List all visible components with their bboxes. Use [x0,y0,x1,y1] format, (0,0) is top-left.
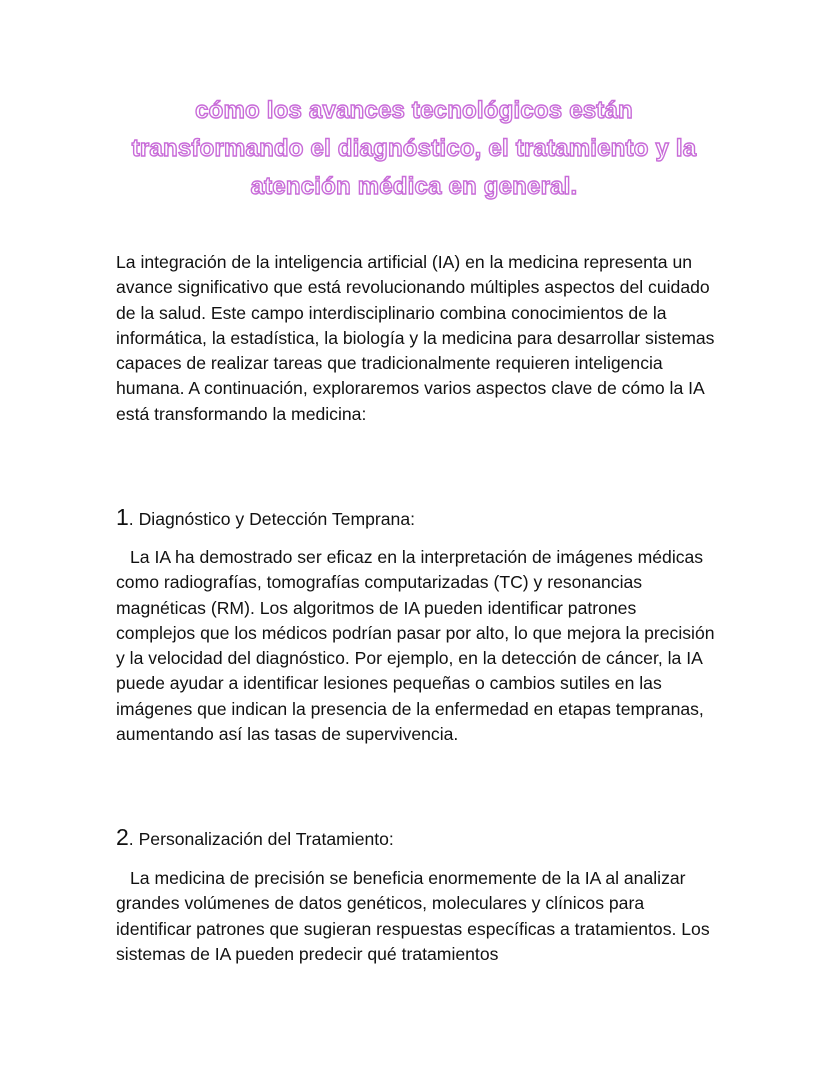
section-body-1: La IA ha demostrado ser eficaz en la interpretación de imágenes médicas como radiografías, tomografías computarizadas (TC) y resonancias magnéticas (RM). Los algoritmos de IA pueden identificar patrones complejos que los médicos podrían pasar por alto, lo que mejora la precisión y la velocidad del diagnóstico. Por ejemplo, en la detección de cáncer, la IA puede ayudar a identificar lesiones pequeñas o cambios sutiles en las imágenes que indican la presencia de la enfermedad en etapas tempranas, aumentando así las tasas de supervivencia. [116,547,715,745]
section-number: 2 [116,824,129,850]
intro-paragraph: La integración de la inteligencia artificial (IA) en la medicina representa un avance significativo que está revolucionando múltiples aspectos del cuidado de la salud. Este campo interdisciplinario combina conocimientos de la informática, la estadística, la biología y la medicina para desarrollar sistemas capaces de realizar tareas que tradicionalmente requieren inteligencia humana. A continuación, exploraremos varios aspectos clave de cómo la IA está transformando la medicina: [116,252,715,424]
section-heading-2 [116,823,394,853]
section-heading-text: . Personalización del Tratamiento: [128,829,394,849]
section-heading-1 [116,503,415,533]
section-number: 1 [116,504,129,530]
document-title: cómo los avances tecnológicos están transformando el diagnóstico, el tratamiento y la atención médica en general. [131,97,697,200]
section-heading-text: . Diagnóstico y Detección Temprana: [128,509,416,529]
section-body-2: La medicina de precisión se beneficia enormemente de la IA al analizar grandes volúmenes de datos genéticos, moleculares y clínicos para identificar patrones que sugieran respuestas específicas a tratamientos. Los sistemas de IA pueden predecir qué tratamientos [116,868,710,964]
